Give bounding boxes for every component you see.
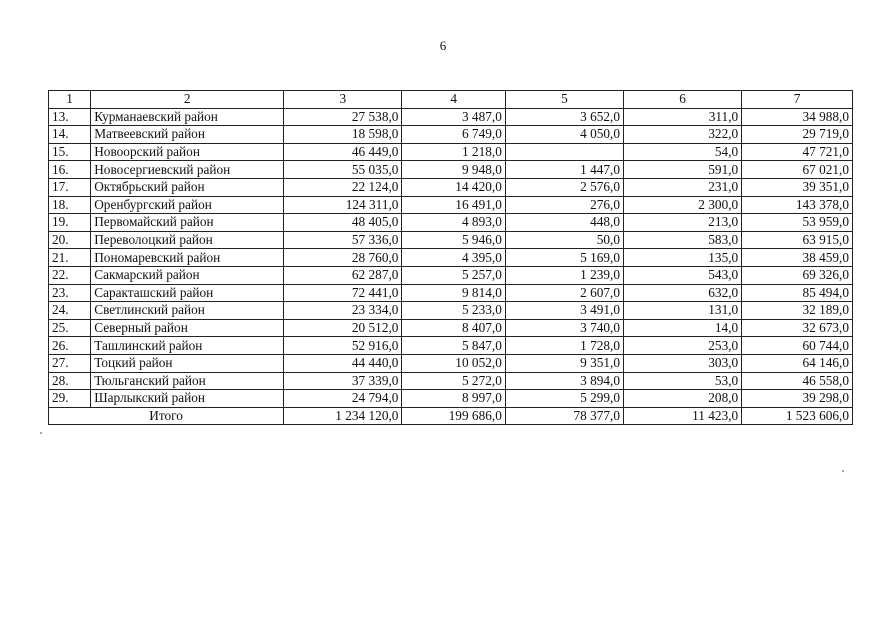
row-number: 29. xyxy=(49,390,91,408)
value-col-4: 16 491,0 xyxy=(402,196,505,214)
row-number: 27. xyxy=(49,354,91,372)
table-row xyxy=(49,337,853,355)
value-col-5: 1 239,0 xyxy=(505,266,623,284)
value-col-5: 2 607,0 xyxy=(505,284,623,302)
value-col-7: 53 959,0 xyxy=(742,214,853,232)
value-col-6: 231,0 xyxy=(624,178,742,196)
district-name: Первомайский район xyxy=(91,214,284,232)
table-row xyxy=(49,108,853,126)
district-name: Новоорский район xyxy=(91,143,284,161)
district-name: Курманаевский район xyxy=(91,108,284,126)
value-col-4: 9 814,0 xyxy=(402,284,505,302)
value-col-4: 5 257,0 xyxy=(402,266,505,284)
value-col-6: 14,0 xyxy=(624,319,742,337)
district-name: Октябрьский район xyxy=(91,178,284,196)
value-col-7: 63 915,0 xyxy=(742,231,853,249)
value-col-5: 1 728,0 xyxy=(505,337,623,355)
value-col-6: 583,0 xyxy=(624,231,742,249)
total-row xyxy=(49,407,853,425)
row-number: 26. xyxy=(49,337,91,355)
total-c5: 78 377,0 xyxy=(505,407,623,425)
value-col-5: 50,0 xyxy=(505,231,623,249)
value-col-6: 53,0 xyxy=(624,372,742,390)
value-col-7: 39 298,0 xyxy=(742,390,853,408)
district-name: Тюльганский район xyxy=(91,372,284,390)
header-cell: 4 xyxy=(402,91,505,109)
value-col-5: 3 491,0 xyxy=(505,302,623,320)
value-col-7: 29 719,0 xyxy=(742,126,853,144)
header-cell: 2 xyxy=(91,91,284,109)
table-row xyxy=(49,372,853,390)
value-col-4: 3 487,0 xyxy=(402,108,505,126)
value-col-4: 9 948,0 xyxy=(402,161,505,179)
value-col-5: 276,0 xyxy=(505,196,623,214)
value-col-4: 4 893,0 xyxy=(402,214,505,232)
value-col-6: 208,0 xyxy=(624,390,742,408)
value-col-3: 57 336,0 xyxy=(284,231,402,249)
table-header-row xyxy=(49,91,853,109)
value-col-7: 64 146,0 xyxy=(742,354,853,372)
value-col-4: 5 272,0 xyxy=(402,372,505,390)
district-name: Шарлыкский район xyxy=(91,390,284,408)
total-c7: 1 523 606,0 xyxy=(742,407,853,425)
district-name: Светлинский район xyxy=(91,302,284,320)
row-number: 23. xyxy=(49,284,91,302)
value-col-7: 60 744,0 xyxy=(742,337,853,355)
value-col-3: 24 794,0 xyxy=(284,390,402,408)
value-col-5: 4 050,0 xyxy=(505,126,623,144)
value-col-3: 28 760,0 xyxy=(284,249,402,267)
district-name: Оренбургский район xyxy=(91,196,284,214)
value-col-7: 69 326,0 xyxy=(742,266,853,284)
value-col-6: 322,0 xyxy=(624,126,742,144)
scan-speck xyxy=(842,470,844,472)
table-row xyxy=(49,266,853,284)
district-name: Саракташский район xyxy=(91,284,284,302)
value-col-3: 18 598,0 xyxy=(284,126,402,144)
row-number: 22. xyxy=(49,266,91,284)
row-number: 24. xyxy=(49,302,91,320)
table-row xyxy=(49,354,853,372)
scan-speck xyxy=(40,432,42,434)
value-col-4: 5 847,0 xyxy=(402,337,505,355)
row-number: 17. xyxy=(49,178,91,196)
value-col-7: 46 558,0 xyxy=(742,372,853,390)
header-cell: 6 xyxy=(624,91,742,109)
district-name: Северный район xyxy=(91,319,284,337)
value-col-4: 8 997,0 xyxy=(402,390,505,408)
district-name: Переволоцкий район xyxy=(91,231,284,249)
row-number: 20. xyxy=(49,231,91,249)
value-col-4: 4 395,0 xyxy=(402,249,505,267)
table-row xyxy=(49,143,853,161)
value-col-7: 47 721,0 xyxy=(742,143,853,161)
value-col-3: 124 311,0 xyxy=(284,196,402,214)
value-col-5: 3 894,0 xyxy=(505,372,623,390)
row-number: 18. xyxy=(49,196,91,214)
value-col-6: 303,0 xyxy=(624,354,742,372)
total-c3: 1 234 120,0 xyxy=(284,407,402,425)
row-number: 28. xyxy=(49,372,91,390)
value-col-6: 311,0 xyxy=(624,108,742,126)
value-col-5: 9 351,0 xyxy=(505,354,623,372)
value-col-3: 23 334,0 xyxy=(284,302,402,320)
value-col-5: 2 576,0 xyxy=(505,178,623,196)
table-row xyxy=(49,126,853,144)
value-col-5: 1 447,0 xyxy=(505,161,623,179)
table-row xyxy=(49,319,853,337)
row-number: 25. xyxy=(49,319,91,337)
district-name: Тоцкий район xyxy=(91,354,284,372)
value-col-6: 131,0 xyxy=(624,302,742,320)
value-col-6: 253,0 xyxy=(624,337,742,355)
value-col-6: 135,0 xyxy=(624,249,742,267)
header-cell: 5 xyxy=(505,91,623,109)
value-col-4: 5 946,0 xyxy=(402,231,505,249)
table-row xyxy=(49,249,853,267)
total-c6: 11 423,0 xyxy=(624,407,742,425)
table-row xyxy=(49,214,853,232)
page-number: 6 xyxy=(439,38,447,53)
value-col-3: 72 441,0 xyxy=(284,284,402,302)
value-col-4: 14 420,0 xyxy=(402,178,505,196)
value-col-3: 22 124,0 xyxy=(284,178,402,196)
value-col-3: 46 449,0 xyxy=(284,143,402,161)
total-c4: 199 686,0 xyxy=(402,407,505,425)
value-col-6: 632,0 xyxy=(624,284,742,302)
value-col-3: 62 287,0 xyxy=(284,266,402,284)
value-col-5: 5 299,0 xyxy=(505,390,623,408)
value-col-6: 213,0 xyxy=(624,214,742,232)
value-col-7: 39 351,0 xyxy=(742,178,853,196)
district-name: Сакмарский район xyxy=(91,266,284,284)
value-col-4: 5 233,0 xyxy=(402,302,505,320)
value-col-7: 38 459,0 xyxy=(742,249,853,267)
value-col-3: 55 035,0 xyxy=(284,161,402,179)
value-col-5: 3 740,0 xyxy=(505,319,623,337)
value-col-6: 543,0 xyxy=(624,266,742,284)
value-col-7: 32 189,0 xyxy=(742,302,853,320)
value-col-7: 67 021,0 xyxy=(742,161,853,179)
value-col-4: 8 407,0 xyxy=(402,319,505,337)
value-col-6: 2 300,0 xyxy=(624,196,742,214)
table-row xyxy=(49,161,853,179)
value-col-3: 52 916,0 xyxy=(284,337,402,355)
value-col-5 xyxy=(505,143,623,161)
table-row xyxy=(49,231,853,249)
row-number: 19. xyxy=(49,214,91,232)
row-number: 14. xyxy=(49,126,91,144)
table-row xyxy=(49,196,853,214)
value-col-3: 48 405,0 xyxy=(284,214,402,232)
value-col-5: 3 652,0 xyxy=(505,108,623,126)
district-name: Матвеевский район xyxy=(91,126,284,144)
value-col-3: 20 512,0 xyxy=(284,319,402,337)
header-cell: 3 xyxy=(284,91,402,109)
total-label: Итого xyxy=(49,407,284,425)
row-number: 13. xyxy=(49,108,91,126)
row-number: 21. xyxy=(49,249,91,267)
value-col-6: 591,0 xyxy=(624,161,742,179)
value-col-7: 34 988,0 xyxy=(742,108,853,126)
district-name: Новосергиевский район xyxy=(91,161,284,179)
header-cell: 1 xyxy=(49,91,91,109)
value-col-3: 44 440,0 xyxy=(284,354,402,372)
row-number: 16. xyxy=(49,161,91,179)
value-col-3: 37 339,0 xyxy=(284,372,402,390)
district-name: Пономаревский район xyxy=(91,249,284,267)
value-col-3: 27 538,0 xyxy=(284,108,402,126)
value-col-5: 5 169,0 xyxy=(505,249,623,267)
table-row xyxy=(49,302,853,320)
value-col-7: 85 494,0 xyxy=(742,284,853,302)
table-row xyxy=(49,178,853,196)
value-col-7: 143 378,0 xyxy=(742,196,853,214)
value-col-4: 6 749,0 xyxy=(402,126,505,144)
table-row xyxy=(49,390,853,408)
value-col-4: 10 052,0 xyxy=(402,354,505,372)
value-col-5: 448,0 xyxy=(505,214,623,232)
district-table xyxy=(48,90,853,425)
table-row xyxy=(49,284,853,302)
value-col-4: 1 218,0 xyxy=(402,143,505,161)
row-number: 15. xyxy=(49,143,91,161)
header-cell: 7 xyxy=(742,91,853,109)
district-name: Ташлинский район xyxy=(91,337,284,355)
value-col-7: 32 673,0 xyxy=(742,319,853,337)
value-col-6: 54,0 xyxy=(624,143,742,161)
